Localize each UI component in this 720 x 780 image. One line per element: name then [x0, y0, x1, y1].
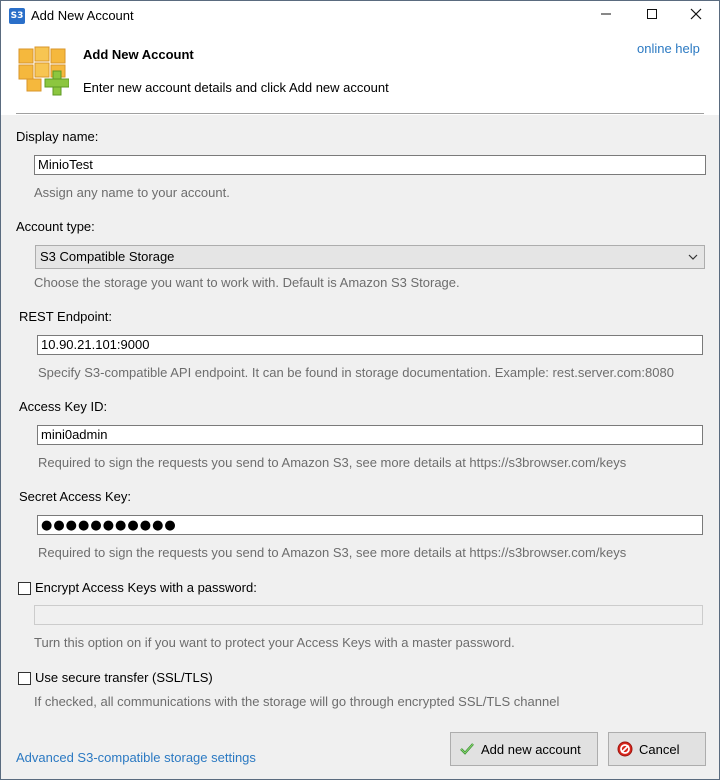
maximize-icon	[646, 8, 658, 20]
add-new-account-button[interactable]	[450, 732, 598, 766]
rest-endpoint-hint: Specify S3-compatible API endpoint. It can be found in storage documentation. Example: rest.server.com:8080	[38, 365, 674, 380]
cancel-label: Cancel	[639, 741, 680, 757]
chevron-down-icon	[688, 246, 698, 276]
minimize-icon	[600, 8, 612, 20]
access-key-id-input[interactable]: mini0admin	[37, 425, 703, 445]
checkmark-icon	[459, 741, 475, 757]
account-type-select[interactable]	[35, 245, 705, 269]
rest-endpoint-label: REST Endpoint:	[19, 309, 112, 324]
encrypt-keys-checkbox[interactable]	[18, 582, 31, 595]
encrypt-password-input	[34, 605, 703, 625]
add-new-account-label: Add new account	[481, 741, 581, 757]
access-key-id-label: Access Key ID:	[19, 399, 108, 414]
display-name-label: Display name:	[16, 129, 99, 144]
header-subtitle: Enter new account details and click Add new account	[83, 80, 389, 95]
access-key-id-hint: Required to sign the requests you send to Amazon S3, see more details at https://s3browser.com/keys	[38, 455, 627, 470]
cancel-button[interactable]	[608, 732, 706, 766]
secret-access-key-label: Secret Access Key:	[19, 489, 131, 504]
dialog-header	[1, 31, 719, 115]
close-button[interactable]	[673, 1, 719, 31]
account-type-label: Account type:	[16, 219, 95, 234]
secret-access-key-input[interactable]	[37, 515, 703, 535]
window-title: Add New Account	[31, 8, 134, 23]
display-name-input[interactable]: MinioTest	[34, 155, 706, 175]
maximize-button[interactable]	[629, 1, 675, 31]
secure-transfer-label[interactable]: Use secure transfer (SSL/TLS)	[35, 670, 213, 685]
header-title: Add New Account	[83, 47, 194, 62]
display-name-hint: Assign any name to your account.	[34, 185, 230, 200]
secret-access-key-masked-value: ●●●●●●●●●●●	[41, 518, 177, 533]
encrypt-keys-label[interactable]: Encrypt Access Keys with a password:	[35, 580, 257, 595]
title-bar[interactable]	[1, 1, 719, 31]
secure-transfer-checkbox[interactable]	[18, 672, 31, 685]
advanced-settings-link[interactable]: Advanced S3-compatible storage settings	[16, 750, 256, 765]
app-icon: S3	[9, 8, 25, 24]
add-account-icon	[17, 45, 69, 97]
account-type-hint: Choose the storage you want to work with. Default is Amazon S3 Storage.	[34, 275, 460, 290]
secure-transfer-hint: If checked, all communications with the storage will go through encrypted SSL/TLS channel	[34, 694, 560, 709]
header-divider	[16, 113, 704, 115]
secret-access-key-hint: Required to sign the requests you send to Amazon S3, see more details at https://s3browser.com/keys	[38, 545, 627, 560]
cancel-icon	[617, 741, 633, 757]
account-type-value: S3 Compatible Storage	[40, 249, 175, 264]
rest-endpoint-input[interactable]: 10.90.21.101:9000	[37, 335, 703, 355]
minimize-button[interactable]	[583, 1, 629, 31]
online-help-link[interactable]: online help	[637, 41, 700, 56]
encrypt-keys-hint: Turn this option on if you want to protect your Access Keys with a master password.	[34, 635, 515, 650]
close-icon	[690, 8, 702, 20]
